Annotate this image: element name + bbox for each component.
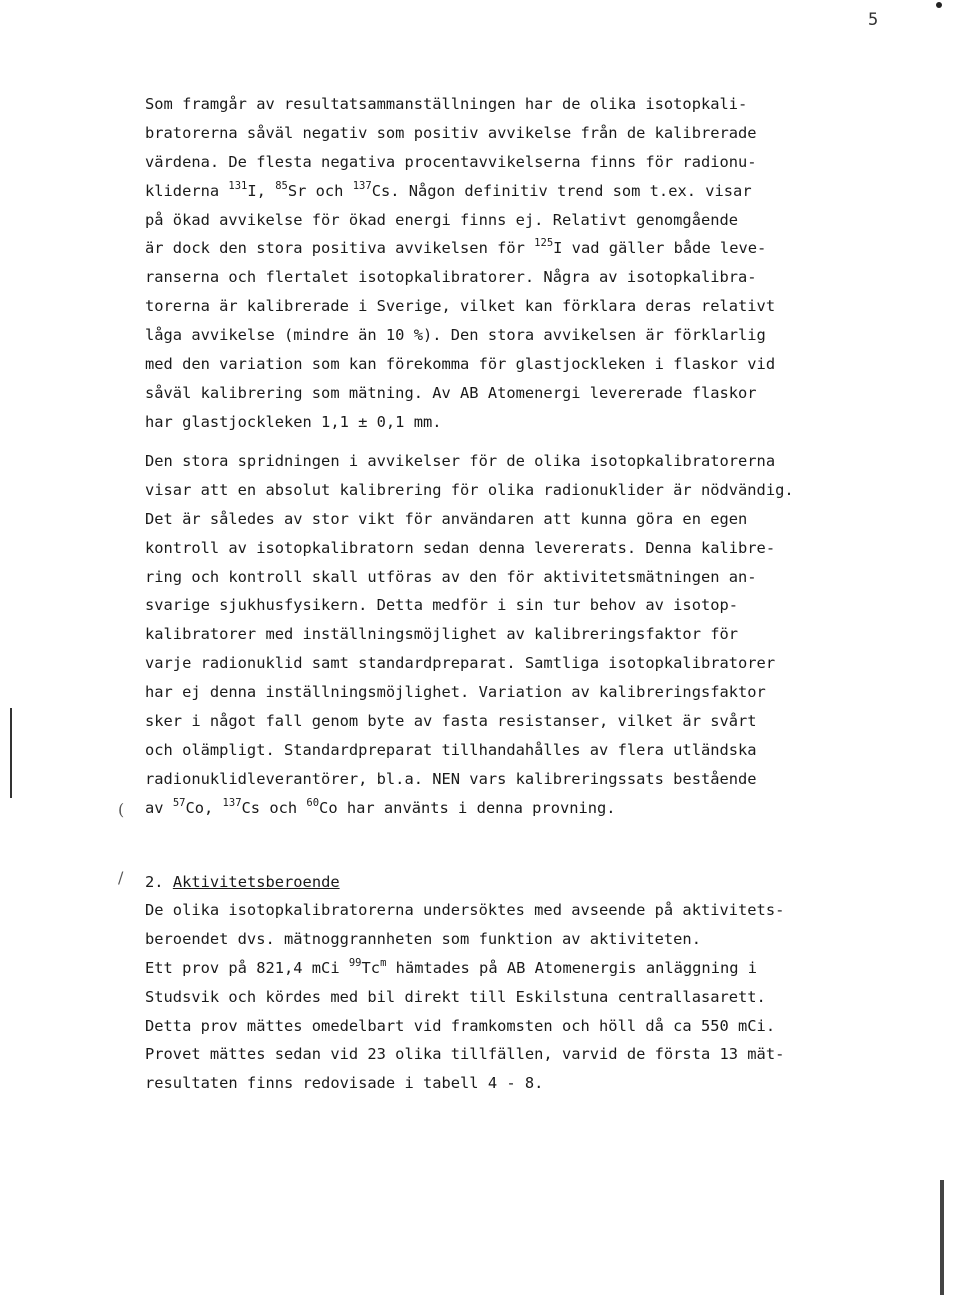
text-line: såväl kalibrering som mätning. Av AB Atomenergi levererade flaskor <box>145 383 757 402</box>
section-heading <box>145 868 845 897</box>
text-run: Ett prov på 821,4 mCi <box>145 958 349 977</box>
superscript: 60 <box>306 796 320 809</box>
text-run: Sr och <box>287 181 353 200</box>
text-line: Det är således av stor vikt för användaren att kunna göra en egen <box>145 509 748 528</box>
text-line: har ej denna inställningsmöjlighet. Variation av kalibreringsfaktor <box>145 683 766 702</box>
page-dot <box>936 2 942 8</box>
text-run: är dock den stora positiva avvikelsen för <box>145 239 535 258</box>
paragraph-calibration <box>145 447 845 823</box>
text-line: bratorerna såväl negativ som positiv avvikelse från de kalibrerade <box>145 123 757 142</box>
text-line: kontroll av isotopkalibratorn sedan denna levererats. Denna kalibre- <box>145 538 776 557</box>
text-line: beroendet dvs. mätnoggrannheten som funktion av aktiviteten. <box>145 929 701 948</box>
text-run: Co har använts i denna provning. <box>319 798 616 817</box>
page-number: 5 <box>868 10 879 30</box>
text-run: I vad gäller både leve- <box>553 239 767 258</box>
text-line: Som framgår av resultatsammanställningen har de olika isotopkali- <box>145 95 748 113</box>
text-line: Provet mättes sedan vid 23 olika tillfällen, varvid de första 13 mät- <box>145 1045 785 1064</box>
text-line: Studsvik och kördes med bil direkt till Eskilstuna centrallasarett. <box>145 987 766 1006</box>
text-run: Cs. Någon definitiv trend som t.ex. visar <box>371 181 752 200</box>
text-run: kliderna <box>145 181 229 200</box>
text-line <box>145 177 845 206</box>
margin-bar-right <box>940 1180 944 1295</box>
section-number: 2. <box>145 873 164 891</box>
text-line <box>145 794 845 823</box>
paragraph-activity <box>145 896 845 1098</box>
text-line: ranserna och flertalet isotopkalibratorer. Några av isotopkalibra- <box>145 268 757 287</box>
text-line: torerna är kalibrerade i Sverige, vilket kan förklara deras relativt <box>145 297 776 316</box>
text-line: på ökad avvikelse för ökad energi finns ej. Relativt genomgående <box>145 210 739 229</box>
superscript: 125 <box>534 237 554 250</box>
text-line: resultaten finns redovisade i tabell 4 - 8. <box>145 1074 544 1093</box>
margin-mark-2: / <box>118 868 124 887</box>
text-line: radionuklidleverantörer, bl.a. NEN vars kalibreringssats bestående <box>145 769 757 788</box>
superscript: m <box>380 956 387 969</box>
text-line: Detta prov mättes omedelbart vid framkomsten och höll då ca 550 mCi. <box>145 1016 776 1035</box>
superscript: 99 <box>348 956 362 969</box>
text-run: Cs och <box>241 798 307 817</box>
text-line: värdena. De flesta negativa procentavvikelserna finns för radionu- <box>145 152 757 171</box>
text-line: sker i något fall genom byte av fasta resistanser, vilket är svårt <box>145 712 757 731</box>
text-line: De olika isotopkalibratorerna undersöktes med avseende på aktivitets- <box>145 901 785 919</box>
text-run: hämtades på AB Atomenergis anläggning i <box>386 958 758 977</box>
margin-mark-1: ( <box>118 800 125 819</box>
text-line <box>145 954 845 983</box>
superscript: 131 <box>228 179 248 192</box>
superscript: 57 <box>172 796 186 809</box>
section-title: Aktivitetsberoende <box>172 873 340 891</box>
text-line: varje radionuklid samt standardpreparat. Samtliga isotopkalibratorer <box>145 654 776 673</box>
superscript: 85 <box>275 179 288 192</box>
text-line: kalibratorer med inställningsmöjlighet av kalibreringsfaktor för <box>145 625 739 644</box>
margin-bar-left <box>10 708 12 798</box>
text-line: och olämpligt. Standardpreparat tillhandahålles av flera utländska <box>145 740 757 759</box>
text-line: svarige sjukhusfysikern. Detta medför i sin tur behov av isotop- <box>145 596 739 615</box>
text-run: Tc <box>361 958 381 977</box>
text-run: av <box>145 798 173 817</box>
text-line: låga avvikelse (mindre än 10 %). Den stora avvikelsen är förklarlig <box>145 326 766 345</box>
text-line: har glastjockleken 1,1 ± 0,1 mm. <box>145 412 442 431</box>
text-run: I, <box>247 181 276 200</box>
text-line: ring och kontroll skall utföras av den för aktivitetsmätningen an- <box>145 567 757 586</box>
paragraph-results <box>145 90 845 437</box>
superscript: 137 <box>222 796 242 809</box>
text-line: Den stora spridningen i avvikelser för de olika isotopkalibratorerna <box>145 452 776 470</box>
superscript: 137 <box>352 179 372 192</box>
text-line: visar att en absolut kalibrering för olika radionuklider är nödvändig. <box>145 480 794 499</box>
text-run: Co, <box>185 798 223 817</box>
text-line: med den variation som kan förekomma för glastjockleken i flaskor vid <box>145 355 776 374</box>
text-line <box>145 234 845 263</box>
